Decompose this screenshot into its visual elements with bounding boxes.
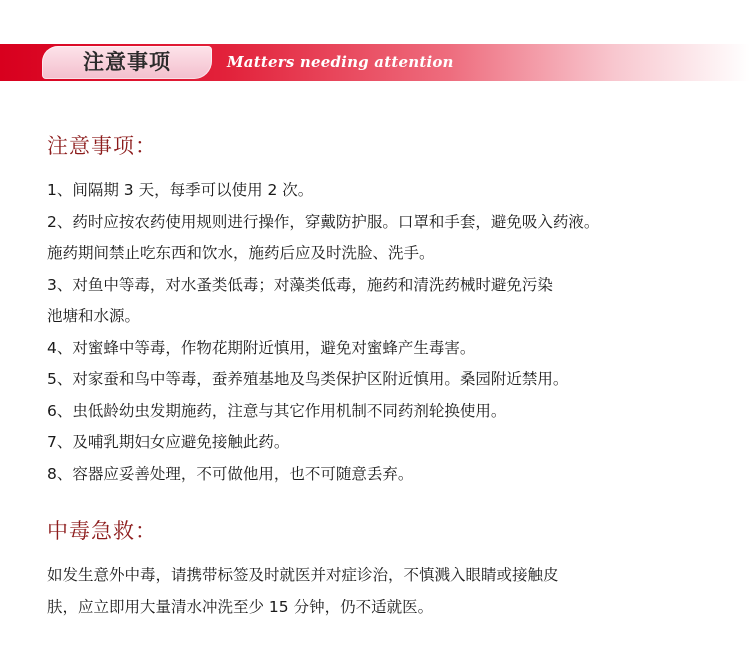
banner-subtitle: Matters needing attention (227, 53, 454, 71)
precautions-list (47, 175, 737, 490)
precaution-line: 4、对蜜蜂中等毒，作物花期附近慎用，避免对蜜蜂产生毒害。 (47, 338, 476, 357)
precaution-line: 6、虫低龄幼虫发期施药，注意与其它作用机制不同药剂轮换使用。 (47, 401, 507, 420)
precaution-line: 2、药时应按农药使用规则进行操作，穿戴防护服。口罩和手套，避免吸入药液。 (47, 212, 600, 231)
first-aid-line: 如发生意外中毒，请携带标签及时就医并对症诊治，不慎溅入眼睛或接触皮 (47, 566, 559, 584)
first-aid-line: 肤，应立即用大量清水冲洗至少 15 分钟，仍不适就医。 (47, 597, 434, 616)
precautions-heading: 注意事项： (47, 134, 157, 158)
precaution-line: 8、容器应妥善处理，不可做他用，也不可随意丢弃。 (47, 464, 414, 483)
section-banner (0, 44, 750, 81)
first-aid-heading: 中毒急救： (47, 519, 157, 543)
precaution-line: 5、对家蚕和鸟中等毒，蚕养殖基地及鸟类保护区附近慎用。桑园附近禁用。 (47, 370, 569, 388)
banner-title: 注意事项 (83, 50, 171, 74)
first-aid-text (47, 560, 737, 623)
precaution-line: 1、间隔期 3 天，每季可以使用 2 次。 (47, 181, 314, 199)
precaution-line: 7、及哺乳期妇女应避免接触此药。 (47, 433, 290, 451)
banner-title-tab (42, 46, 212, 79)
precaution-line: 施药期间禁止吃东西和饮水，施药后应及时洗脸、洗手。 (47, 244, 435, 262)
precaution-line: 3、对鱼中等毒，对水蚤类低毒；对藻类低毒，施药和清洗药械时避免污染 (47, 275, 553, 294)
precaution-line: 池塘和水源。 (47, 307, 141, 325)
